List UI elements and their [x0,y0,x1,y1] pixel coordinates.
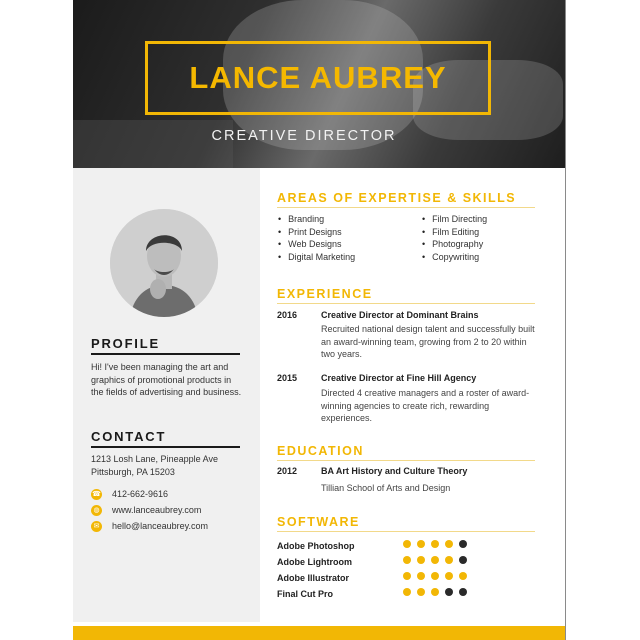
education-school: Tillian School of Arts and Design [321,483,451,493]
profile-photo [110,209,218,317]
skill-item: • Digital Marketing [278,251,355,264]
rating-dot-filled [417,540,425,548]
resume-page [73,0,565,640]
skill-item: • Copywriting [422,251,487,264]
experience-heading: EXPERIENCE [277,287,373,301]
web-icon: ◍ [91,505,102,516]
email-icon: ✉ [91,521,102,532]
job-description: Recruited national design talent and successfully built an award-winning team, growing from 2 to 20 within two years. [321,324,535,360]
software-rating [403,572,473,580]
education-degree: BA Art History and Culture Theory [321,466,468,476]
education-heading: EDUCATION [277,444,364,458]
rating-dot-filled [417,588,425,596]
role-subtitle: CREATIVE DIRECTOR [211,128,397,144]
skills-heading: AREAS OF EXPERTISE & SKILLS [277,191,517,205]
software-rating [403,556,473,564]
job-year: 2015 [277,373,298,383]
avatar-icon [110,209,218,317]
job-title: Creative Director at Dominant Brains [321,310,479,320]
rating-dot-filled [445,556,453,564]
rating-dot-empty [459,540,467,548]
software-rating [403,540,473,548]
skills-list-right [422,213,487,263]
contact-phone [91,488,168,500]
software-name: Adobe Illustrator [277,573,350,583]
contact-heading: CONTACT [91,429,167,444]
profile-divider [91,353,240,355]
education-divider [277,460,535,461]
address-line: Pittsburgh, PA 15203 [91,466,175,477]
job-year: 2016 [277,310,298,320]
rating-dot-filled [403,588,411,596]
rating-dot-filled [417,556,425,564]
experience-divider [277,303,535,304]
email-text[interactable]: hello@lanceaubrey.com [112,521,209,531]
rating-dot-filled [417,572,425,580]
contact-email[interactable] [91,520,208,532]
rating-dot-empty [445,588,453,596]
rating-dot-filled [403,556,411,564]
rating-dot-filled [403,572,411,580]
job-description: Directed 4 creative managers and a roster of award-winning agencies to create rich, rewarding experiences. [321,388,530,424]
phone-text: 412-662-9616 [112,489,169,499]
rating-dot-filled [445,540,453,548]
software-rating [403,588,473,596]
contact-website[interactable] [91,504,201,516]
software-name: Adobe Lightroom [277,557,352,567]
skill-item: • Web Designs [278,238,355,251]
rating-dot-filled [431,572,439,580]
skill-item: • Print Designs [278,226,355,239]
rating-dot-filled [431,540,439,548]
software-divider [277,531,535,532]
skills-divider [277,207,535,208]
rating-dot-empty [459,556,467,564]
contact-divider [91,446,240,448]
rating-dot-filled [431,588,439,596]
rating-dot-filled [431,556,439,564]
education-year: 2012 [277,466,298,476]
software-name: Adobe Photoshop [277,541,355,551]
profile-text: Hi! I've been managing the art and graphics of promotional products in the fields of advertising and business. [91,362,242,397]
skill-item: • Branding [278,213,355,226]
header-banner [73,0,565,168]
skill-item: • Photography [422,238,487,251]
skill-item: • Film Directing [422,213,487,226]
website-text[interactable]: www.lanceaubrey.com [112,505,202,515]
rating-dot-filled [445,572,453,580]
address-line: 1213 Losh Lane, Pineapple Ave [91,454,218,464]
software-name: Final Cut Pro [277,589,333,599]
contact-address [91,453,243,478]
name-title: LANCE AUBREY [189,60,447,95]
rating-dot-empty [459,588,467,596]
software-heading: SOFTWARE [277,515,360,529]
job-title: Creative Director at Fine Hill Agency [321,373,477,383]
page-edge [565,0,566,640]
skill-item: • Film Editing [422,226,487,239]
footer-accent-bar [73,626,565,640]
skills-list-left [278,213,355,263]
name-frame [145,41,491,115]
phone-icon: ☎ [92,490,101,498]
profile-heading: PROFILE [91,336,160,351]
rating-dot-filled [403,540,411,548]
rating-dot-filled [459,572,467,580]
sidebar [73,168,260,622]
